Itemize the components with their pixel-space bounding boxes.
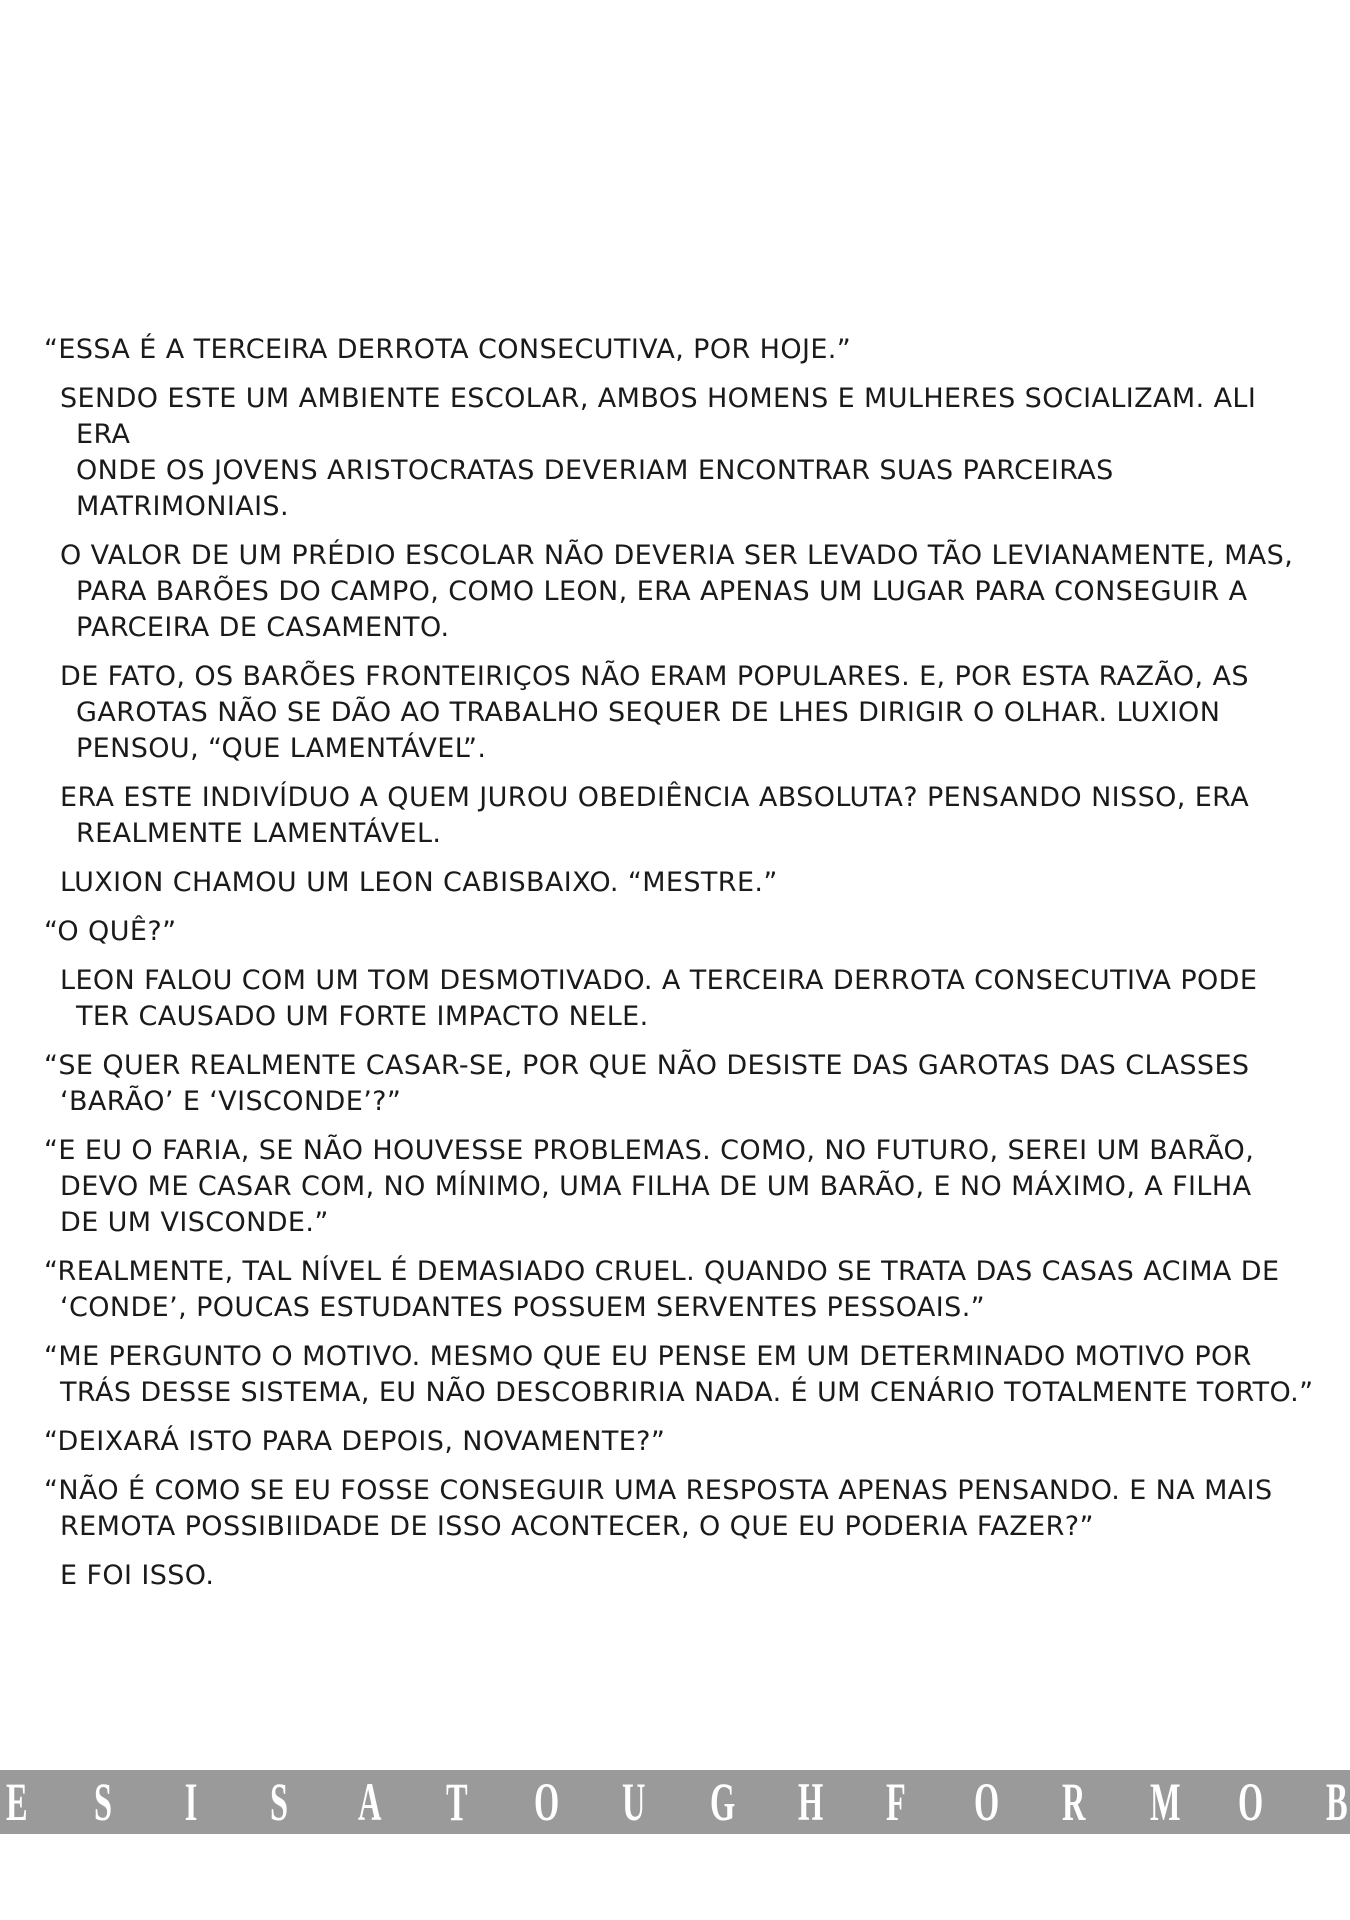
narration-paragraph: ERA ESTE INDIVÍDUO A QUEM JUROU OBEDIÊNCIA ABSOLUTA? PENSANDO NISSO, ERA REALMENTE LAMENTÁVEL. [60,782,1250,849]
dialogue-paragraph: “E EU O FARIA, SE NÃO HOUVESSE PROBLEMAS. COMO, NO FUTURO, SEREI UM BARÃO, DEVO ME CASAR COM, NO MÍNIMO, UMA FILHA DE UM BARÃO, E NO MÁXIMO, A FILHA DE UM VISCONDE.” [44,1135,1255,1238]
dialogue-paragraph: “NÃO É COMO SE EU FOSSE CONSEGUIR UMA RESPOSTA APENAS PENSANDO. E NA MAIS REMOTA POSSIBIIDADE DE ISSO ACONTECER, O QUE EU PODERIA FAZER?” [44,1475,1273,1542]
dialogue-paragraph: “DEIXARÁ ISTO PARA DEPOIS, NOVAMENTE?” [44,1426,666,1457]
banner-letter: R [1062,1772,1086,1832]
banner-letter: G [710,1772,736,1832]
narration-paragraph: LUXION CHAMOU UM LEON CABISBAIXO. “MESTRE.” [60,867,778,898]
narration-paragraph: LEON FALOU COM UM TOM DESMOTIVADO. A TERCEIRA DERROTA CONSECUTIVA PODE TER CAUSADO UM FORTE IMPACTO NELE. [60,965,1258,1032]
narration-paragraph: O VALOR DE UM PRÉDIO ESCOLAR NÃO DEVERIA SER LEVADO TÃO LEVIANAMENTE, MAS, PARA BARÕES DO CAMPO, COMO LEON, ERA APENAS UM LUGAR PARA CONSEGUIR A PARCEIRA DE CASAMENTO. [60,540,1294,643]
dialogue-paragraph: “O QUÊ?” [44,916,177,947]
banner-letter: O [1238,1772,1264,1832]
narration-paragraph: E FOI ISSO. [60,1560,215,1591]
banner-letter: A [358,1772,382,1832]
narration-paragraph: DE FATO, OS BARÕES FRONTEIRIÇOS NÃO ERAM POPULARES. E, POR ESTA RAZÃO, AS GAROTAS NÃO SE DÃO AO TRABALHO SEQUER DE LHES DIRIGIR O OLHAR. LUXION PENSOU, “QUE LAMENTÁVEL”. [60,661,1249,764]
banner-letter: U [622,1772,646,1832]
dialogue-paragraph: “ME PERGUNTO O MOTIVO. MESMO QUE EU PENSE EM UM DETERMINADO MOTIVO POR TRÁS DESSE SISTEMA, EU NÃO DESCOBRIRIA NADA. É UM CENÁRIO TOTALMENTE TORTO.” [44,1341,1314,1408]
banner-letter: O [974,1772,1000,1832]
page-text [44,332,1314,1607]
banner-letter: S [94,1772,113,1832]
footer-title-banner [0,1770,1350,1834]
banner-letter: E [6,1772,28,1832]
dialogue-paragraph: “REALMENTE, TAL NÍVEL É DEMASIADO CRUEL. QUANDO SE TRATA DAS CASAS ACIMA DE ‘CONDE’, POUCAS ESTUDANTES POSSUEM SERVENTES PESSOAIS.” [44,1256,1280,1323]
dialogue-paragraph: “SE QUER REALMENTE CASAR-SE, POR QUE NÃO DESISTE DAS GAROTAS DAS CLASSES ‘BARÃO’ E ‘VISCONDE’?” [44,1050,1250,1117]
banner-letter: B [1326,1772,1348,1832]
banner-letter: O [534,1772,560,1832]
banner-letter: S [270,1772,289,1832]
banner-letter: F [886,1772,906,1832]
banner-letter: I [184,1772,198,1832]
banner-letter: T [446,1772,468,1832]
banner-letter: M [1150,1772,1181,1832]
narration-paragraph: SENDO ESTE UM AMBIENTE ESCOLAR, AMBOS HOMENS E MULHERES SOCIALIZAM. ALI ERA ONDE OS JOVENS ARISTOCRATAS DEVERIAM ENCONTRAR SUAS PARCEIRAS MATRIMONIAIS. [60,383,1257,522]
banner-letter: H [798,1772,824,1832]
dialogue-paragraph: “ESSA É A TERCEIRA DERROTA CONSECUTIVA, POR HOJE.” [44,334,852,365]
